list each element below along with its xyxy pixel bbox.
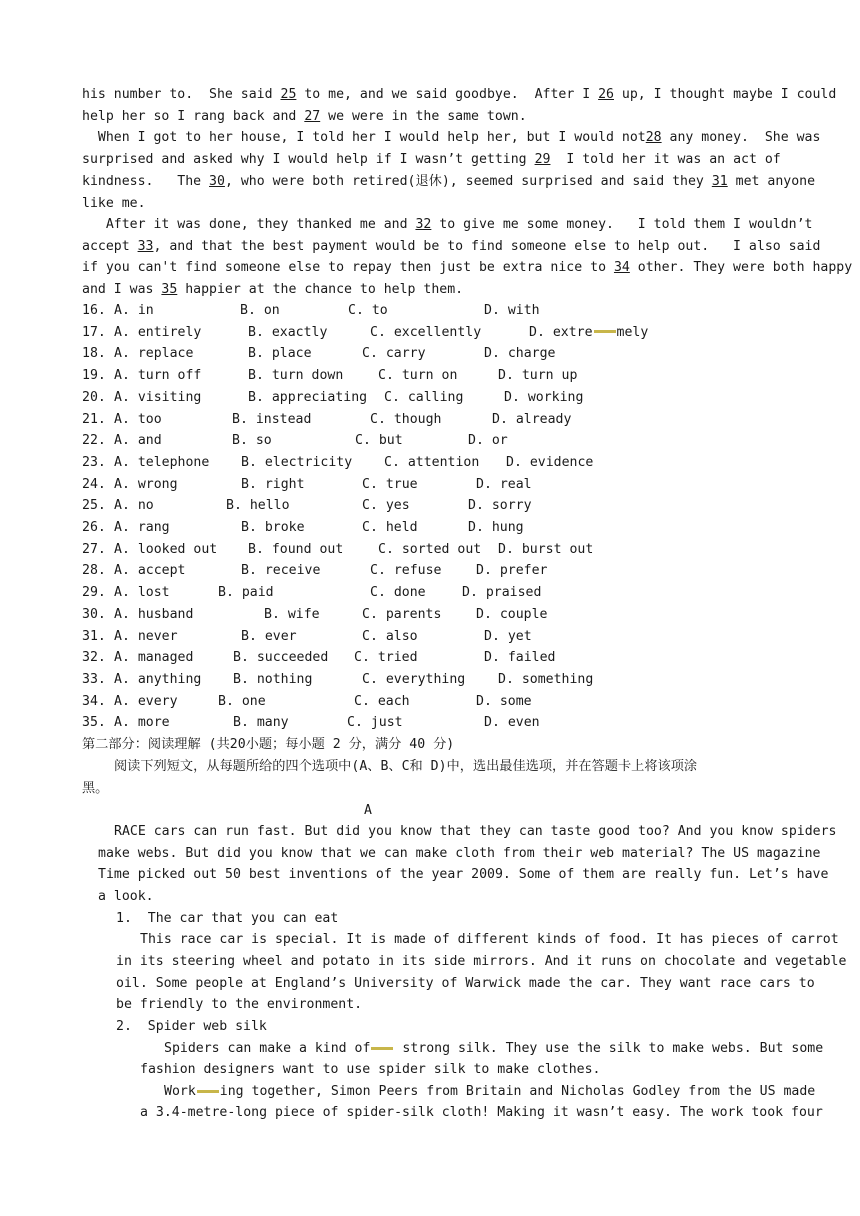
highlight-mark bbox=[371, 1047, 393, 1050]
option-b: B. receive bbox=[241, 563, 321, 579]
option-d: D. sorry bbox=[468, 498, 532, 514]
option-c: C. excellently bbox=[370, 324, 482, 340]
option-b: B. electricity bbox=[241, 454, 353, 470]
option-c: C. attention bbox=[384, 454, 480, 470]
option-d: D. turn up bbox=[498, 368, 578, 384]
option-a: A. no bbox=[114, 498, 154, 514]
option-d: D. couple bbox=[476, 606, 548, 622]
option-d: D. prefer bbox=[476, 563, 548, 579]
option-c: C. calling bbox=[384, 389, 464, 405]
blank-35: 35 bbox=[161, 282, 178, 297]
question-number: 30. bbox=[82, 606, 106, 622]
question-number: 19. bbox=[82, 368, 106, 384]
question-number: 23. bbox=[82, 454, 106, 470]
item2-line-2: fashion designers want to use spider silk to make clothes. bbox=[140, 1062, 601, 1077]
option-d: D. hung bbox=[468, 520, 524, 535]
option-a: A. replace bbox=[114, 346, 194, 362]
option-b: B. wife bbox=[264, 606, 320, 622]
passage-line-5: kindness. The 30, who were both retired(退休), seemed surprised and said they 31 met anyone bbox=[82, 174, 816, 189]
option-b: B. hello bbox=[226, 498, 290, 514]
option-a: A. looked out bbox=[114, 541, 218, 557]
option-c: C. tried bbox=[354, 650, 418, 666]
option-d: D. praised bbox=[462, 585, 542, 601]
blank-33: 33 bbox=[137, 239, 154, 254]
passage-line-4: surprised and asked why I would help if I wasn’t getting 29 I told her it was an act of bbox=[82, 152, 781, 167]
blank-26: 26 bbox=[598, 87, 614, 102]
option-a: A. entirely bbox=[114, 324, 202, 340]
passage-line-2: help her so I rang back and 27 we were in the same town. bbox=[82, 109, 527, 124]
option-b: B. so bbox=[232, 433, 272, 449]
question-number: 17. bbox=[82, 324, 106, 340]
question-number: 35. bbox=[82, 715, 106, 731]
passage-line-1: his number to. She said 25 to me, and we said goodbye. After I 26 up, I thought maybe I could bbox=[82, 87, 837, 102]
option-c: C. refuse bbox=[370, 563, 442, 579]
option-c: C. to bbox=[348, 303, 388, 318]
reading-intro-2: make webs. But did you know that we can make cloth from their web material? The US magazine bbox=[98, 846, 821, 861]
question-number: 29. bbox=[82, 585, 106, 601]
passage-line-8: accept 33, and that the best payment would be to find someone else to help out. I also said bbox=[82, 239, 821, 254]
question-number: 22. bbox=[82, 433, 106, 449]
option-d: D. already bbox=[492, 411, 572, 427]
option-b: B. nothing bbox=[233, 671, 313, 687]
blank-30: 30 bbox=[209, 174, 225, 189]
item-heading-2: 2. Spider web silk bbox=[116, 1019, 267, 1034]
option-d: D. failed bbox=[484, 650, 556, 666]
question-number: 33. bbox=[82, 671, 106, 687]
option-a: A. husband bbox=[114, 606, 194, 622]
passage-line-7: After it was done, they thanked me and 32 to give me some money. I told them I wouldn’t bbox=[82, 217, 813, 232]
option-a: A. and bbox=[114, 433, 162, 449]
option-c: C. true bbox=[362, 476, 418, 492]
option-d: D. with bbox=[484, 303, 540, 318]
option-a: A. accept bbox=[114, 563, 186, 579]
blank-29: 29 bbox=[534, 152, 551, 167]
option-a: A. rang bbox=[114, 520, 170, 535]
option-d: D. even bbox=[484, 715, 540, 731]
question-number: 28. bbox=[82, 563, 106, 579]
highlight-mark bbox=[197, 1090, 219, 1093]
option-b: B. appreciating bbox=[248, 389, 368, 405]
option-a: A. too bbox=[114, 411, 162, 427]
option-d: D. some bbox=[476, 693, 532, 709]
section-instructions-cont: 黑。 bbox=[82, 781, 109, 796]
blank-34: 34 bbox=[613, 260, 630, 275]
option-b: B. many bbox=[233, 715, 289, 731]
item2-line-3: Work ing together, Simon Peers from Britain and Nicholas Godley from the US made bbox=[164, 1084, 816, 1099]
option-a: A. more bbox=[114, 715, 170, 731]
option-b: B. ever bbox=[241, 628, 297, 644]
question-number: 26. bbox=[82, 520, 106, 535]
question-number: 25. bbox=[82, 498, 106, 514]
question-number: 27. bbox=[82, 541, 106, 557]
option-a: A. telephone bbox=[114, 454, 210, 470]
passage-line-10: and I was 35 happier at the chance to help them. bbox=[82, 282, 464, 297]
option-a: A. in bbox=[114, 303, 154, 318]
option-d: D. or bbox=[468, 433, 508, 449]
item-heading-1: 1. The car that you can eat bbox=[116, 911, 339, 926]
reading-intro-3: Time picked out 50 best inventions of the year 2009. Some of them are really fun. Let’s have bbox=[98, 867, 829, 882]
option-b: B. turn down bbox=[248, 368, 344, 384]
option-c: C. just bbox=[347, 715, 403, 731]
option-a: A. anything bbox=[114, 671, 202, 687]
question-number: 20. bbox=[82, 389, 106, 405]
item1-line-4: be friendly to the environment. bbox=[116, 997, 363, 1012]
reading-intro-4: a look. bbox=[98, 889, 154, 904]
question-number: 31. bbox=[82, 628, 106, 644]
section-heading: 第二部分：阅读理解 (共20小题；每小题 2 分，满分 40 分) bbox=[82, 737, 455, 752]
option-c: C. turn on bbox=[378, 368, 458, 384]
question-number: 16. bbox=[82, 303, 106, 318]
option-a: A. turn off bbox=[114, 368, 202, 384]
passage-label: A bbox=[364, 803, 372, 818]
option-b: B. right bbox=[241, 476, 305, 492]
option-b: B. found out bbox=[248, 541, 344, 557]
blank-25: 25 bbox=[280, 87, 297, 102]
option-a: A. visiting bbox=[114, 389, 202, 405]
reading-intro-1: RACE cars can run fast. But did you know that they can taste good too? And you know spiders bbox=[114, 824, 837, 839]
question-number: 34. bbox=[82, 693, 106, 709]
item1-line-3: oil. Some people at England’s University of Warwick made the car. They want race cars to bbox=[116, 976, 815, 991]
item1-line-1: This race car is special. It is made of different kinds of food. It has pieces of carrot bbox=[140, 932, 839, 947]
option-b: B. one bbox=[218, 693, 266, 709]
option-c: C. everything bbox=[362, 671, 466, 687]
option-c: C. sorted out bbox=[378, 541, 482, 557]
question-number: 21. bbox=[82, 411, 106, 427]
option-a: A. wrong bbox=[114, 476, 178, 492]
blank-27: 27 bbox=[304, 109, 321, 124]
blank-28: 28 bbox=[645, 130, 662, 145]
option-b: B. broke bbox=[241, 520, 305, 535]
option-d: D. yet bbox=[484, 628, 532, 644]
option-b: B. place bbox=[248, 346, 312, 362]
option-a: A. managed bbox=[114, 650, 194, 666]
option-a: A. every bbox=[114, 693, 178, 709]
option-c: C. but bbox=[355, 433, 403, 449]
question-number: 24. bbox=[82, 476, 106, 492]
question-number: 18. bbox=[82, 346, 106, 362]
option-c: C. parents bbox=[362, 606, 442, 622]
option-a: A. lost bbox=[114, 585, 170, 601]
item1-line-2: in its steering wheel and potato in its side mirrors. And it runs on chocolate and vegetable bbox=[116, 954, 847, 969]
section-instructions: 阅读下列短文，从每题所给的四个选项中(A、B、C和 D)中，选出最佳选项，并在答题卡上将该项涂 bbox=[114, 759, 698, 774]
option-b: B. succeeded bbox=[233, 650, 329, 666]
passage-line-3: When I got to her house, I told her I would help her, but I would not28 any money. She was bbox=[82, 130, 821, 145]
option-b: B. on bbox=[240, 303, 280, 318]
item2-line-1: Spiders can make a kind of strong silk. They use the silk to make webs. But some bbox=[164, 1041, 824, 1056]
option-c: C. though bbox=[370, 411, 442, 427]
passage-line-6: like me. bbox=[82, 196, 146, 211]
option-c: C. yes bbox=[362, 498, 410, 514]
option-b: B. exactly bbox=[248, 324, 328, 340]
option-d: D. evidence bbox=[506, 454, 594, 470]
blank-32: 32 bbox=[415, 217, 432, 232]
option-d: D. charge bbox=[484, 346, 556, 362]
item2-line-4: a 3.4-metre-long piece of spider-silk cloth! Making it wasn’t easy. The work took four bbox=[140, 1105, 823, 1120]
blank-31: 31 bbox=[711, 174, 728, 189]
option-b: B. instead bbox=[232, 411, 312, 427]
option-a: A. never bbox=[114, 628, 178, 644]
option-c: C. carry bbox=[362, 346, 426, 362]
option-d: D. working bbox=[504, 389, 584, 405]
highlight-mark bbox=[594, 330, 616, 333]
option-c: C. each bbox=[354, 693, 410, 709]
option-d: D. extre mely bbox=[529, 324, 649, 340]
option-c: C. held bbox=[362, 520, 418, 535]
option-c: C. done bbox=[370, 585, 426, 601]
option-d: D. burst out bbox=[498, 541, 594, 557]
question-number: 32. bbox=[82, 650, 106, 666]
option-c: C. also bbox=[362, 628, 418, 644]
option-b: B. paid bbox=[218, 585, 274, 601]
option-d: D. real bbox=[476, 476, 532, 492]
passage-line-9: if you can't find someone else to repay then just be extra nice to 34 other. They were both happy bbox=[82, 260, 853, 275]
option-d: D. something bbox=[498, 671, 594, 687]
